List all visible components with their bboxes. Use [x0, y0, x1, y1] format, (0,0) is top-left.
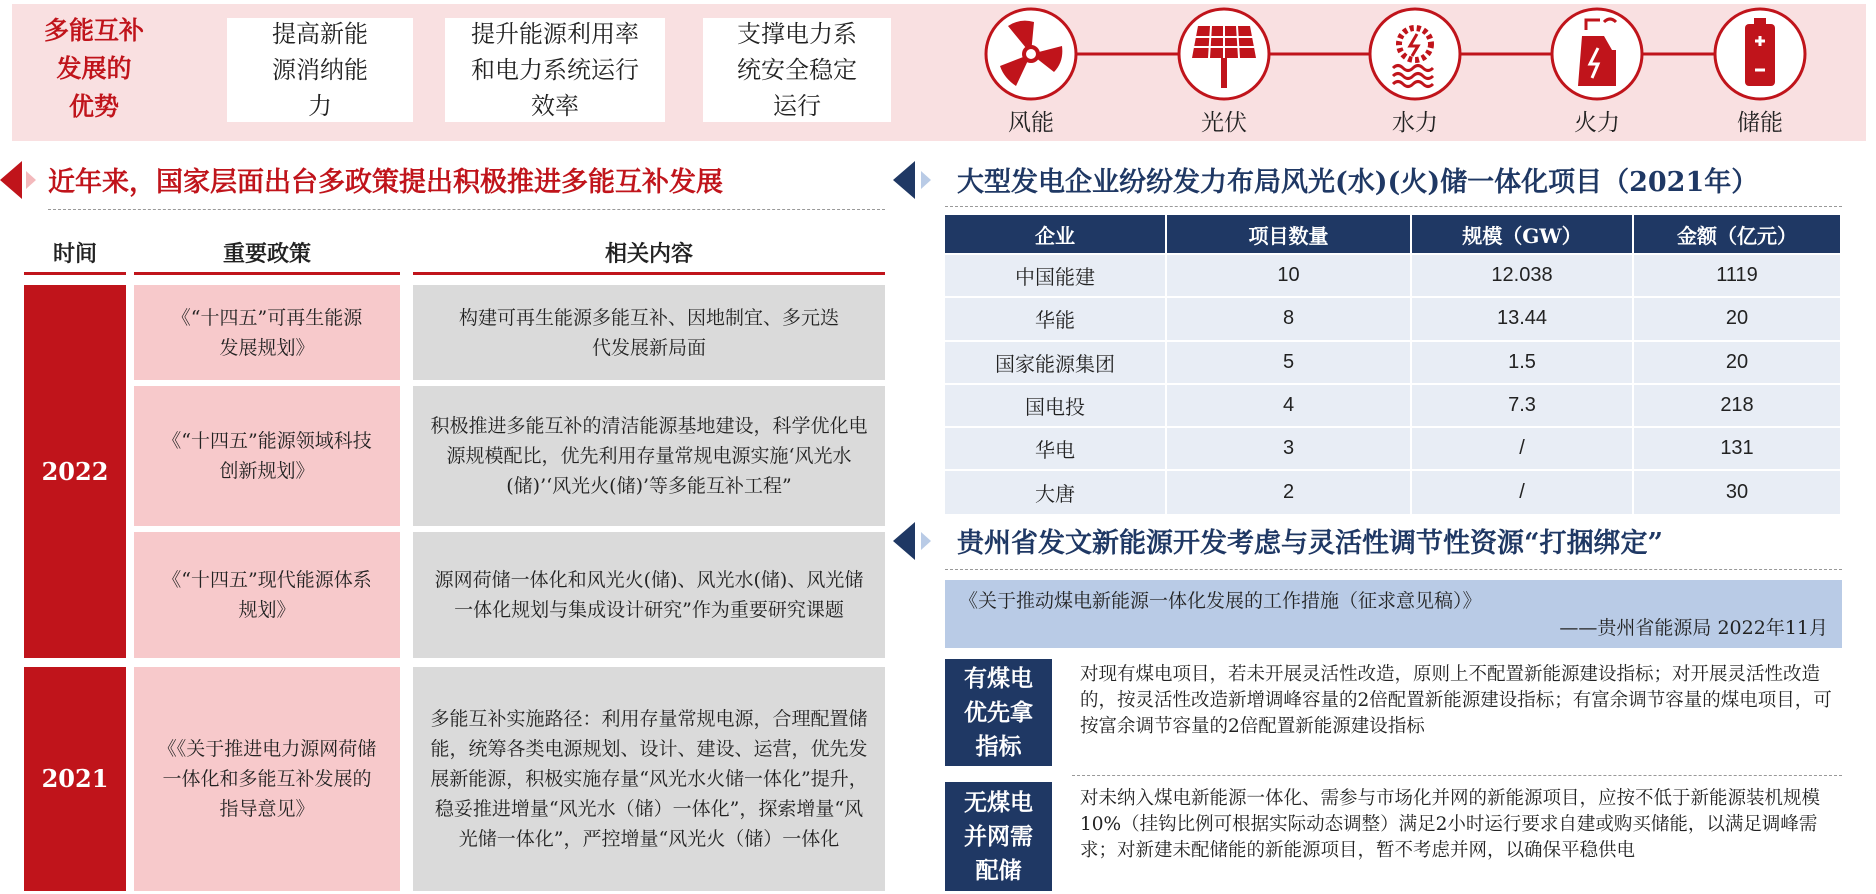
document-quote	[945, 580, 1842, 648]
scale-gw: /	[1411, 470, 1633, 513]
thermal-power-icon	[1552, 9, 1642, 99]
policy-cell: 《“十四五”能源领域科技创新规划》	[134, 386, 400, 526]
advantage-item: 支撑电力系统安全稳定运行	[703, 18, 891, 122]
enterprise-name: 华能	[945, 297, 1166, 340]
enterprise-table	[945, 215, 1842, 514]
divider	[945, 569, 1842, 570]
wind-turbine-icon	[986, 9, 1076, 99]
enterprise-name: 华电	[945, 427, 1166, 470]
enterprise-name: 国家能源集团	[945, 341, 1166, 384]
table-row	[945, 470, 1841, 513]
column-header: 规模（GW）	[1411, 215, 1633, 254]
energy-label-storage: 储能	[1737, 110, 1783, 136]
label-line: 无煤电	[964, 788, 1033, 816]
hydro-power-icon	[1370, 9, 1460, 99]
amount: 20	[1633, 297, 1841, 340]
amount: 131	[1633, 427, 1841, 470]
divider	[1072, 775, 1842, 776]
column-header-policy: 重要政策	[134, 233, 400, 275]
divider	[945, 206, 1842, 207]
battery-icon	[1715, 9, 1805, 99]
label-line: 有煤电	[964, 664, 1033, 692]
label-line: 并网需	[964, 822, 1033, 850]
content-cell: 源网荷储一体化和风光火(储)、风光水(储)、风光储一体化规划与集成设计研究”作为重要研究课题	[413, 532, 885, 658]
advantage-item: 提高新能源消纳能力	[227, 18, 413, 122]
amount: 1119	[1633, 254, 1841, 297]
item-text: 对现有煤电项目，若未开展灵活性改造，原则上不配置新能源建设指标；对开展灵活性改造的，按灵活性改造新增调峰容量的2倍配置新能源建设指标；有富余调节容量的煤电项目，可按富余调节容量的2倍配置新能源建设指标	[1080, 664, 1832, 737]
section-arrow-icon	[893, 522, 937, 560]
project-count: 2	[1166, 470, 1411, 513]
content-cell: 多能互补实施路径：利用存量常规电源，合理配置储能，统筹各类电源规划、设计、建设、运营，优先发展新能源，积极实施存量“风光水火储一体化”提升，稳妥推进增量“风光水（储）一体化”，探索增量“风光储一体化”，严控增量“风光火（储）一体化	[413, 667, 885, 891]
scale-gw: 12.038	[1411, 254, 1633, 297]
divider	[48, 209, 885, 210]
title-line: 多能互补	[43, 16, 144, 45]
solar-panel-icon	[1179, 9, 1269, 99]
energy-label-solar: 光伏	[1201, 110, 1247, 136]
project-count: 3	[1166, 427, 1411, 470]
enterprise-section-heading: 大型发电企业纷纷发力布局风光(水)(火)储一体化项目（2021年）	[957, 167, 1759, 198]
column-header-content: 相关内容	[413, 233, 885, 275]
amount: 218	[1633, 384, 1841, 427]
table-row	[945, 341, 1841, 384]
scale-gw: 7.3	[1411, 384, 1633, 427]
policy-cell: 《“十四五”可再生能源发展规划》	[134, 285, 400, 380]
table-row	[945, 384, 1841, 427]
scale-gw: 1.5	[1411, 341, 1633, 384]
policy-section-heading: 近年来，国家层面出台多政策提出积极推进多能互补发展	[48, 167, 723, 198]
document-title: 《关于推动煤电新能源一体化发展的工作措施（征求意见稿）》	[959, 590, 1482, 612]
content-cell: 构建可再生能源多能互补、因地制宜、多元迭代发展新局面	[413, 285, 885, 380]
label-line: 优先拿	[964, 698, 1033, 726]
content-cell: 积极推进多能互补的清洁能源基地建设，科学优化电源规模配比，优先利用存量常规电源实施‘风光水(储)’‘风光火(储)’等多能互补工程”	[413, 386, 885, 526]
project-count: 5	[1166, 341, 1411, 384]
section-arrow-icon	[893, 161, 937, 199]
amount: 20	[1633, 341, 1841, 384]
enterprise-name: 大唐	[945, 470, 1166, 513]
project-count: 8	[1166, 297, 1411, 340]
label-line: 配储	[975, 856, 1022, 884]
column-header: 项目数量	[1166, 215, 1411, 254]
year-cell-2022: 2022	[24, 285, 126, 658]
year-cell-2021: 2021	[24, 667, 126, 891]
advantage-item: 提升能源利用率和电力系统运行效率	[445, 18, 665, 122]
energy-label-thermal: 火力	[1574, 110, 1620, 136]
title-line: 发展的	[56, 54, 132, 83]
item-label-with-coal	[945, 659, 1052, 766]
column-header-time: 时间	[24, 233, 126, 275]
column-header: 金额（亿元）	[1633, 215, 1841, 254]
scale-gw: 13.44	[1411, 297, 1633, 340]
item-label-without-coal	[945, 782, 1052, 891]
item-text: 对未纳入煤电新能源一体化、需参与市场化并网的新能源项目，应按不低于新能源装机规模10%（挂钩比例可根据实际动态调整）满足2小时运行要求自建或购买储能，以满足调峰需求；对新建未配储能的新能源项目，暂不考虑并网，以确保平稳供电	[1080, 788, 1821, 861]
scale-gw: /	[1411, 427, 1633, 470]
guizhou-section-heading: 贵州省发文新能源开发考虑与灵活性调节性资源“打捆绑定”	[957, 528, 1664, 559]
title-line: 优势	[68, 92, 119, 121]
project-count: 10	[1166, 254, 1411, 297]
table-row	[945, 427, 1841, 470]
table-row	[945, 254, 1841, 297]
document-source: ——贵州省能源局 2022年11月	[1559, 617, 1828, 639]
enterprise-name: 国电投	[945, 384, 1166, 427]
policy-cell: 《《关于推进电力源网荷储一体化和多能互补发展的指导意见》	[134, 667, 400, 891]
policy-cell: 《“十四五”现代能源体系规划》	[134, 532, 400, 658]
amount: 30	[1633, 470, 1841, 513]
project-count: 4	[1166, 384, 1411, 427]
section-arrow-icon	[0, 161, 40, 199]
table-row	[945, 297, 1841, 340]
label-line: 指标	[975, 732, 1022, 760]
energy-label-hydro: 水力	[1392, 110, 1438, 136]
enterprise-name: 中国能建	[945, 254, 1166, 297]
column-header: 企业	[945, 215, 1166, 254]
energy-label-wind: 风能	[1008, 110, 1054, 136]
